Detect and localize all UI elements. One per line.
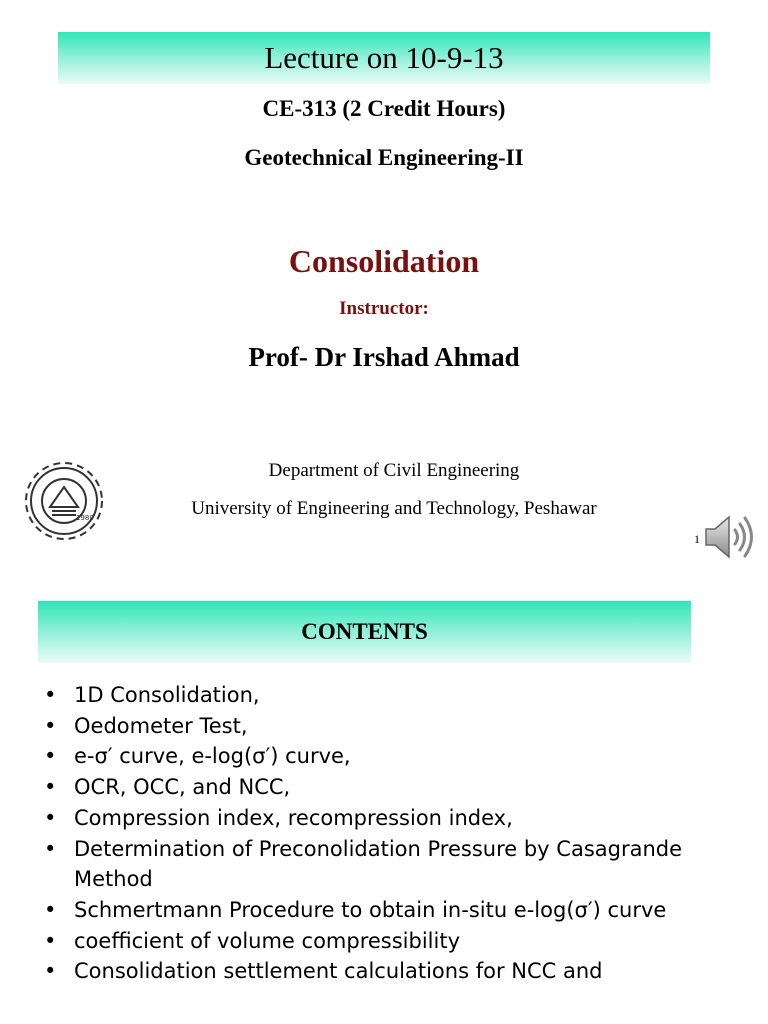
- instructor-name: Prof- Dr Irshad Ahmad: [248, 342, 520, 372]
- instructor-label: Instructor:: [339, 298, 429, 319]
- list-item: • Determination of Preconolidation Pressure by Casagrande Method: [40, 834, 740, 895]
- list-item: • 1D Consolidation,: [40, 680, 740, 711]
- contents-title: CONTENTS: [301, 619, 428, 644]
- lecture-title-banner: [58, 32, 710, 84]
- lecture-title: Lecture on 10-9-13: [264, 40, 504, 75]
- course-code: CE-313 (2 Credit Hours): [262, 96, 506, 121]
- course-name: Geotechnical Engineering-II: [244, 145, 524, 170]
- university-name: University of Engineering and Technology, Peshawar: [191, 498, 597, 519]
- list-item: • Compression index, recompression index,: [40, 803, 740, 834]
- list-item: • Consolidation settlement calculations for NCC and: [40, 956, 740, 987]
- topic-title: Consolidation: [288, 243, 480, 279]
- contents-banner: [38, 601, 691, 663]
- list-item: • OCR, OCC, and NCC,: [40, 772, 740, 803]
- logo-year: 1980: [76, 514, 94, 522]
- list-item: • Schmertmann Procedure to obtain in-situ e-log(σ′) curve: [40, 895, 740, 926]
- list-item: • e-σ′ curve, e-log(σ′) curve,: [40, 741, 740, 772]
- list-item: • coefficient of volume compressibility: [40, 926, 740, 957]
- speaker-icon[interactable]: [702, 512, 756, 562]
- department-name: Department of Civil Engineering: [268, 460, 520, 481]
- slide-number: 1: [694, 532, 700, 546]
- contents-list: [40, 680, 740, 987]
- list-item: • Oedometer Test,: [40, 711, 740, 742]
